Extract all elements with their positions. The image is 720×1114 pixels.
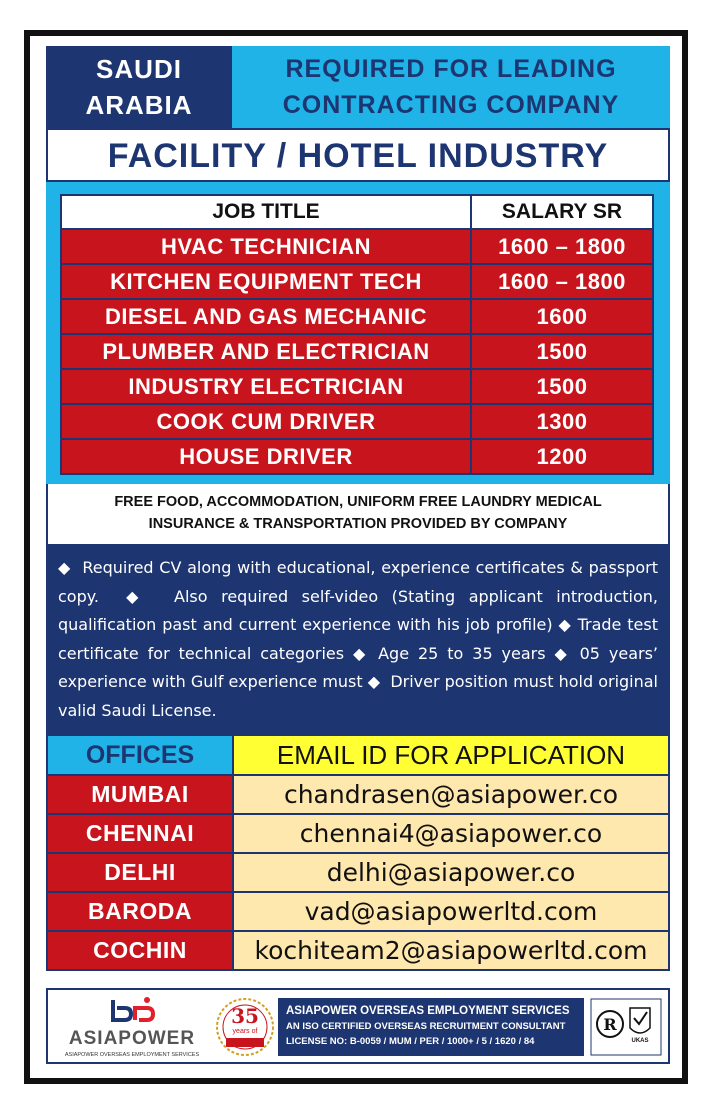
office-city: BARODA <box>47 892 233 931</box>
benefits-line-2: INSURANCE & TRANSPORTATION PROVIDED BY COMPANY <box>148 516 568 532</box>
job-row <box>61 369 653 404</box>
headline-banner <box>232 46 670 128</box>
bullet-icon: ◆ <box>353 643 370 663</box>
requirement-item: Driver position must hold original valid Saudi License. <box>58 672 658 720</box>
office-row <box>47 892 669 931</box>
bullet-icon: ◆ <box>58 558 71 577</box>
bullet-icon: ◆ <box>554 643 571 663</box>
job-salary: 1500 <box>471 369 653 404</box>
job-row <box>61 404 653 439</box>
job-row <box>61 439 653 474</box>
office-city: COCHIN <box>47 931 233 970</box>
company-name: ASIAPOWER OVERSEAS EMPLOYMENT SERVICES <box>286 1005 570 1017</box>
country-line-1: SAUDI <box>96 54 182 84</box>
office-email[interactable]: vad@asiapowerltd.com <box>233 892 669 931</box>
job-salary: 1600 <box>471 299 653 334</box>
footer <box>46 988 670 1064</box>
iso-line: AN ISO CERTIFIED OVERSEAS RECRUITMENT CONSULTANT <box>286 1021 566 1032</box>
job-title: KITCHEN EQUIPMENT TECH <box>61 264 471 299</box>
asiapower-mark-icon <box>107 996 157 1026</box>
office-row <box>47 814 669 853</box>
offices-header-row <box>47 735 669 775</box>
anniversary-number: 35 <box>231 1004 259 1028</box>
bullet-icon: ◆ <box>367 672 381 692</box>
job-title: HVAC TECHNICIAN <box>61 229 471 264</box>
office-row <box>47 931 669 970</box>
office-email[interactable]: chennai4@asiapower.co <box>233 814 669 853</box>
job-salary: 1300 <box>471 404 653 439</box>
country-line-2: ARABIA <box>85 90 193 120</box>
anniversary-text: years of <box>232 1028 258 1035</box>
job-row <box>61 299 653 334</box>
job-row <box>61 334 653 369</box>
jobs-header-row <box>61 195 653 229</box>
requirements-block <box>46 544 670 734</box>
headline-line-1: REQUIRED FOR LEADING <box>285 55 617 83</box>
brand-name: ASIAPOWER <box>68 1028 196 1049</box>
industry-title: FACILITY / HOTEL INDUSTRY <box>46 128 670 182</box>
job-salary: 1500 <box>471 334 653 369</box>
salary-header: SALARY SR <box>471 195 653 229</box>
job-title: COOK CUM DRIVER <box>61 404 471 439</box>
office-city: CHENNAI <box>47 814 233 853</box>
job-title: HOUSE DRIVER <box>61 439 471 474</box>
job-title-header: JOB TITLE <box>61 195 471 229</box>
job-title: DIESEL AND GAS MECHANIC <box>61 299 471 334</box>
anniversary-badge <box>214 996 276 1058</box>
job-title: PLUMBER AND ELECTRICIAN <box>61 334 471 369</box>
requirement-item: Also required self-video (Stating applicant introduction, qualification past and current experience with his job profile) <box>58 586 658 635</box>
license-box <box>278 998 584 1056</box>
job-title: INDUSTRY ELECTRICIAN <box>61 369 471 404</box>
svg-text:R: R <box>603 1015 617 1034</box>
brand-subtitle: ASIAPOWER OVERSEAS EMPLOYMENT SERVICES <box>64 1052 200 1058</box>
jobs-table <box>60 194 654 475</box>
job-row <box>61 229 653 264</box>
office-email[interactable]: chandrasen@asiapower.co <box>233 775 669 814</box>
office-city: DELHI <box>47 853 233 892</box>
jobs-panel <box>46 182 670 484</box>
requirement-item: Age 25 to 35 years <box>378 643 546 663</box>
country-banner <box>46 46 232 128</box>
office-email[interactable]: kochiteam2@asiapowerltd.com <box>233 931 669 970</box>
anniversary-ribbon <box>226 1038 264 1047</box>
bullet-icon: ◆ <box>126 586 147 606</box>
asiapower-logo <box>54 994 210 1060</box>
headline-line-2: CONTRACTING COMPANY <box>282 91 620 119</box>
certification-icon <box>590 998 662 1056</box>
office-row <box>47 775 669 814</box>
job-salary: 1600 – 1800 <box>471 229 653 264</box>
ukas-label: UKAS <box>631 1038 649 1044</box>
job-row <box>61 264 653 299</box>
requirement-item: 05 years’ experience with Gulf experience must <box>58 643 659 692</box>
job-salary: 1200 <box>471 439 653 474</box>
certification-marks <box>590 998 662 1056</box>
benefits-line-1: FREE FOOD, ACCOMMODATION, UNIFORM FREE LAUNDRY MEDICAL <box>114 494 602 510</box>
bullet-icon: ◆ <box>558 615 572 635</box>
email-header: EMAIL ID FOR APPLICATION <box>233 735 669 775</box>
requirement-item: Trade test certificate for technical categories <box>58 615 658 663</box>
license-number: LICENSE NO: B-0059 / MUM / PER / 1000+ / 5 / 1620 / 84 <box>286 1036 535 1047</box>
requirement-item: Required CV along with educational, experience certificates & passport copy. <box>58 558 659 606</box>
offices-table <box>46 734 670 971</box>
offices-header: OFFICES <box>47 735 233 775</box>
office-row <box>47 853 669 892</box>
benefits-note <box>46 484 670 544</box>
job-salary: 1600 – 1800 <box>471 264 653 299</box>
office-email[interactable]: delhi@asiapower.co <box>233 853 669 892</box>
office-city: MUMBAI <box>47 775 233 814</box>
